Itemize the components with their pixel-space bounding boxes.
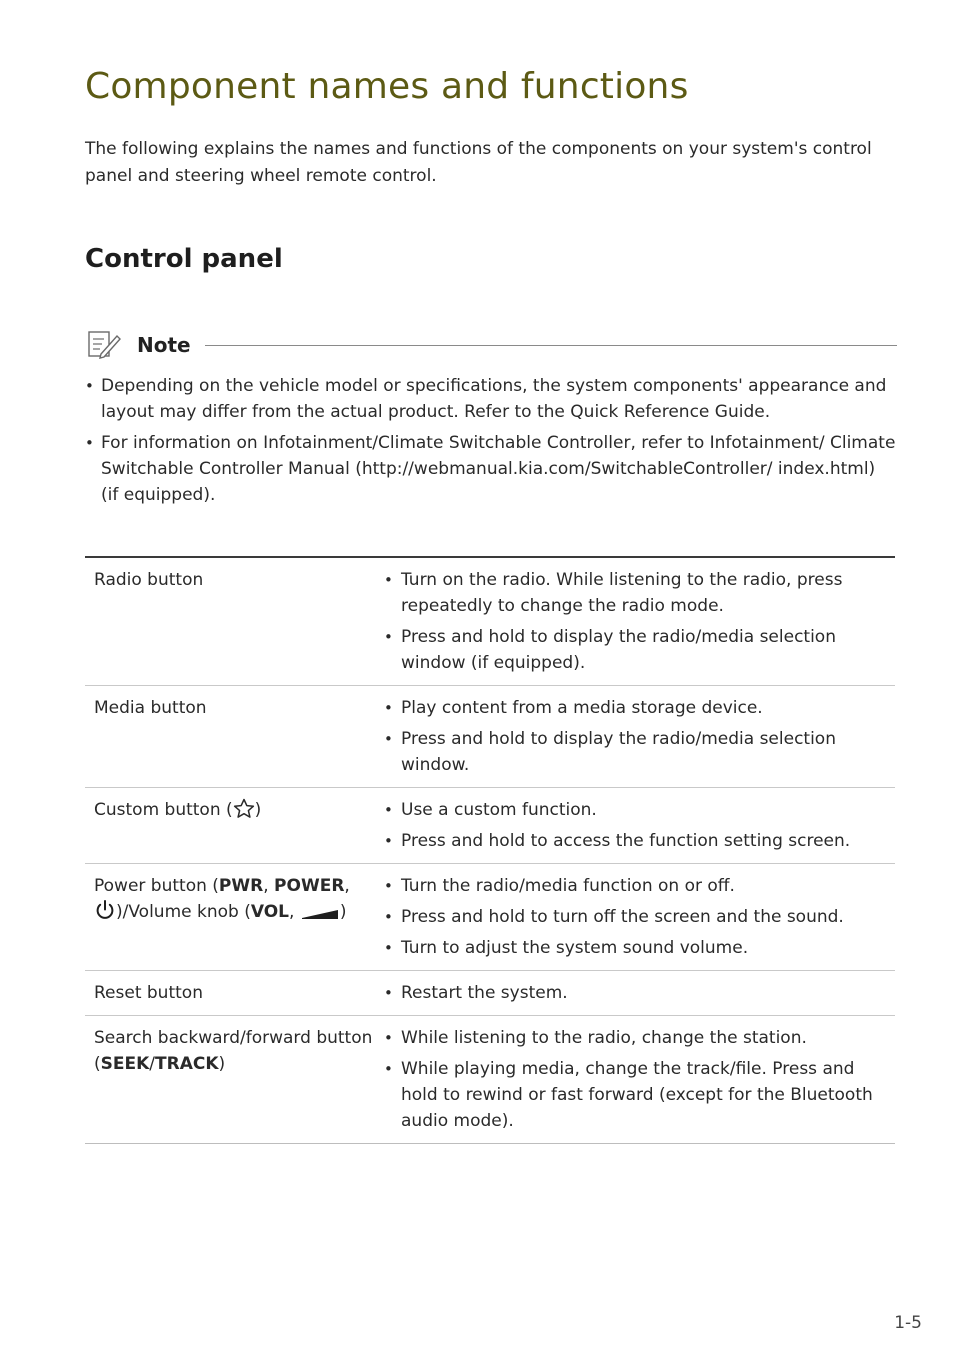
function-item: • Turn to adjust the system sound volume. (392, 935, 895, 961)
note-pencil-icon (87, 328, 123, 362)
note-box (85, 328, 897, 513)
function-item: • Turn on the radio. While listening to the radio, press repeatedly to change the radio mode. (392, 567, 895, 619)
table-row (85, 686, 895, 788)
section-title: Control panel (85, 244, 283, 274)
table-row (85, 788, 895, 864)
volume-wedge-icon (300, 907, 340, 921)
function-item: • While playing media, change the track/file. Press and hold to rewind or fast forward (except for the Bluetooth audio mode). (392, 1056, 895, 1134)
table-row (85, 1016, 895, 1144)
note-label: Note (137, 333, 191, 357)
component-name: Search backward/forward button (SEEK/TRACK) (94, 1028, 373, 1074)
function-item: • Restart the system. (392, 980, 895, 1006)
table-row (85, 558, 895, 686)
component-name: Media button (94, 698, 207, 718)
function-item: • While listening to the radio, change the station. (392, 1025, 895, 1051)
component-function (392, 980, 895, 1006)
power-icon (94, 899, 116, 921)
function-item: • Press and hold to display the radio/media selection window (if equipped). (392, 624, 895, 676)
intro-paragraph: The following explains the names and functions of the components on your system's control panel and steering wheel remote control. (85, 139, 872, 186)
star-outline-icon (233, 798, 255, 819)
component-function (392, 1025, 895, 1134)
component-name: Custom button ( ) (94, 800, 262, 820)
function-item: • Play content from a media storage device. (392, 695, 895, 721)
page-title: Component names and functions (85, 66, 689, 107)
component-name: Reset button (94, 983, 203, 1003)
note-item: • For information on Infotainment/Climate Switchable Controller, refer to Infotainment/ Climate Switchable Controller Manual (http://webmanual.kia.com/SwitchableController/ index.html) (if equipped). (85, 430, 897, 508)
component-function (392, 695, 895, 778)
note-header (85, 328, 897, 362)
note-list (85, 373, 897, 508)
note-divider (205, 345, 897, 346)
component-name: Power button (PWR, POWER, )/Volume knob (VOL, ) (94, 876, 350, 922)
function-item: • Press and hold to display the radio/media selection window. (392, 726, 895, 778)
function-item: • Turn the radio/media function on or off. (392, 873, 895, 899)
table-row (85, 864, 895, 971)
component-name: Radio button (94, 570, 204, 590)
component-function (392, 567, 895, 676)
page-number: 1-5 (894, 1313, 922, 1333)
component-function (392, 797, 895, 854)
function-item: • Press and hold to turn off the screen and the sound. (392, 904, 895, 930)
table-row (85, 971, 895, 1016)
control-panel-table (85, 556, 895, 1144)
function-item: • Use a custom function. (392, 797, 895, 823)
note-item: • Depending on the vehicle model or specifications, the system components' appearance and layout may differ from the actual product. Refer to the Quick Reference Guide. (85, 373, 897, 425)
function-item: • Press and hold to access the function setting screen. (392, 828, 895, 854)
component-function (392, 873, 895, 961)
